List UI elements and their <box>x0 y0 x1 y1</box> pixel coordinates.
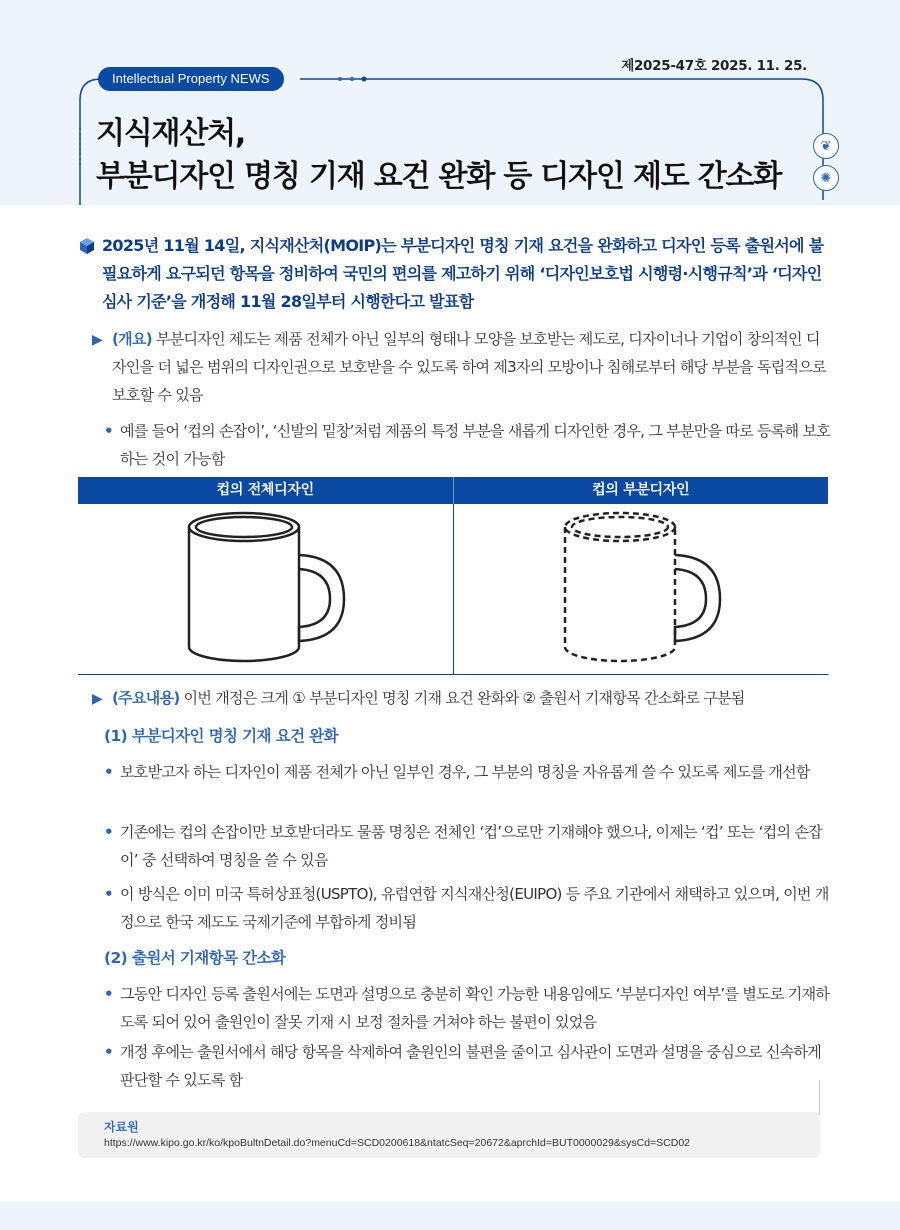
network-icon: ✺ <box>813 165 839 191</box>
main-content-section <box>92 684 832 712</box>
overview-example <box>104 417 832 473</box>
footer-band <box>0 1202 900 1230</box>
triangle-bullet-icon: ▶ <box>92 691 103 707</box>
section-1-item: • 이 방식은 이미 미국 특허상표청(USPTO), 유럽연합 지식재산청(EUIPO) 등 주요 기관에서 채택하고 있으며, 이번 개정으로 한국 제도도 국제기준에 부합하게 정비됨 <box>104 880 832 936</box>
lead-paragraph <box>78 232 828 316</box>
overview-label: (개요) <box>112 330 152 348</box>
overview-text: 부분디자인 제도는 제품 전체가 아닌 일부의 형태나 모양을 보호받는 제도로, 디자이너나 기업이 창의적인 디자인을 더 넓은 범위의 디자인권으로 보호받을 수 있도록 하여 제3자의 모방이나 침해로부터 해당 부분을 독립적으로 보호할 수 있음 <box>112 330 826 404</box>
issue-number-date: 제2025-47호 2025. 11. 25. <box>621 58 807 74</box>
comparison-image-row <box>78 504 828 674</box>
title-line-1: 지식재산처, <box>96 116 246 151</box>
main-content-text: 이번 개정은 크게 ① 부분디자인 명칭 기재 요건 완화와 ② 출원서 기재항목 간소화로 구분됨 <box>179 689 745 707</box>
partial-cup-drawing <box>546 507 736 672</box>
leaf-icon: ❦ <box>813 133 839 159</box>
col-header-full-design: 컵의 전체디자인 <box>216 482 314 498</box>
source-box <box>78 1112 820 1158</box>
lead-text: 2025년 11월 14일, 지식재산처(MOIP)는 부분디자인 명칭 기재 요건을 완화하고 디자인 등록 출원서에 불필요하게 요구되던 항목을 정비하여 국민의 편의를 제고하기 위해 ‘디자인보호법 시행령·시행규칙’과 ‘디자인 심사 기준’을 개정해 11월 28일부터 시행한다고 발표함 <box>102 236 824 311</box>
section-1-item: • 보호받고자 하는 디자인이 제품 전체가 아닌 일부인 경우, 그 부분의 명칭을 자유롭게 쓸 수 있도록 제도를 개선함 <box>104 758 832 786</box>
title-line-2: 부분디자인 명칭 기재 요건 완화 등 디자인 제도 간소화 <box>96 159 782 194</box>
dot-bullet-icon: • <box>104 763 113 781</box>
col-header-partial-design: 컵의 부분디자인 <box>453 477 829 504</box>
dot-bullet-icon: • <box>104 422 113 440</box>
section-2-item: • 그동안 디자인 등록 출원서에는 도면과 설명으로 충분히 확인 가능한 내용임에도 ‘부분디자인 여부’를 별도로 기재하도록 되어 있어 출원인이 잘못 기재 시 보정 절차를 거쳐야 하는 불편이 있었음 <box>104 980 832 1036</box>
full-cup-drawing <box>170 507 360 672</box>
section-1-item: • 기존에는 컵의 손잡이만 보호받더라도 물품 명칭은 전체인 ‘컵’으로만 기재해야 했으나, 이제는 ‘컵’ 또는 ‘컵의 손잡이’ 중 선택하여 명칭을 쓸 수 있음 <box>104 818 832 874</box>
section-2-item: • 개정 후에는 출원서에서 해당 항목을 삭제하여 출원인의 불편을 줄이고 심사관이 도면과 설명을 중심으로 신속하게 판단할 수 있도록 함 <box>104 1038 832 1094</box>
section-1-heading: (1) 부분디자인 명칭 기재 요건 완화 <box>104 727 338 745</box>
overview-example-text: 예를 들어 ‘컵의 손잡이’, ‘신발의 밑창’처럼 제품의 특정 부분을 새롭게 디자인한 경우, 그 부분만을 따로 등록해 보호하는 것이 가능함 <box>120 422 831 468</box>
cup-design-comparison-table <box>78 477 828 675</box>
main-content-label: (주요내용) <box>112 689 180 707</box>
overview-section <box>92 325 832 409</box>
divider <box>819 1080 820 1116</box>
dot-bullet-icon: • <box>104 1043 113 1061</box>
partial-design-cell <box>453 504 829 674</box>
dot-bullet-icon: • <box>104 885 113 903</box>
source-link[interactable]: https://www.kipo.go.kr/ko/kpoBultnDetail.do?menuCd=SCD0200618&ntatcSeq=20672&aprchId=BUT0000029&sysCd=SCD02 <box>104 1137 691 1149</box>
dot-bullet-icon: • <box>104 985 113 1003</box>
newsletter-badge: Intellectual Property NEWS <box>98 67 284 91</box>
page-title <box>96 112 781 198</box>
dot-bullet-icon: • <box>104 823 113 841</box>
comparison-header-row <box>78 477 828 504</box>
full-design-cell <box>78 504 453 674</box>
cube-bullet-icon <box>78 237 96 255</box>
source-label: 자료원 <box>104 1120 139 1134</box>
section-2-heading: (2) 출원서 기재항목 간소화 <box>104 949 286 967</box>
triangle-bullet-icon: ▶ <box>92 332 103 348</box>
